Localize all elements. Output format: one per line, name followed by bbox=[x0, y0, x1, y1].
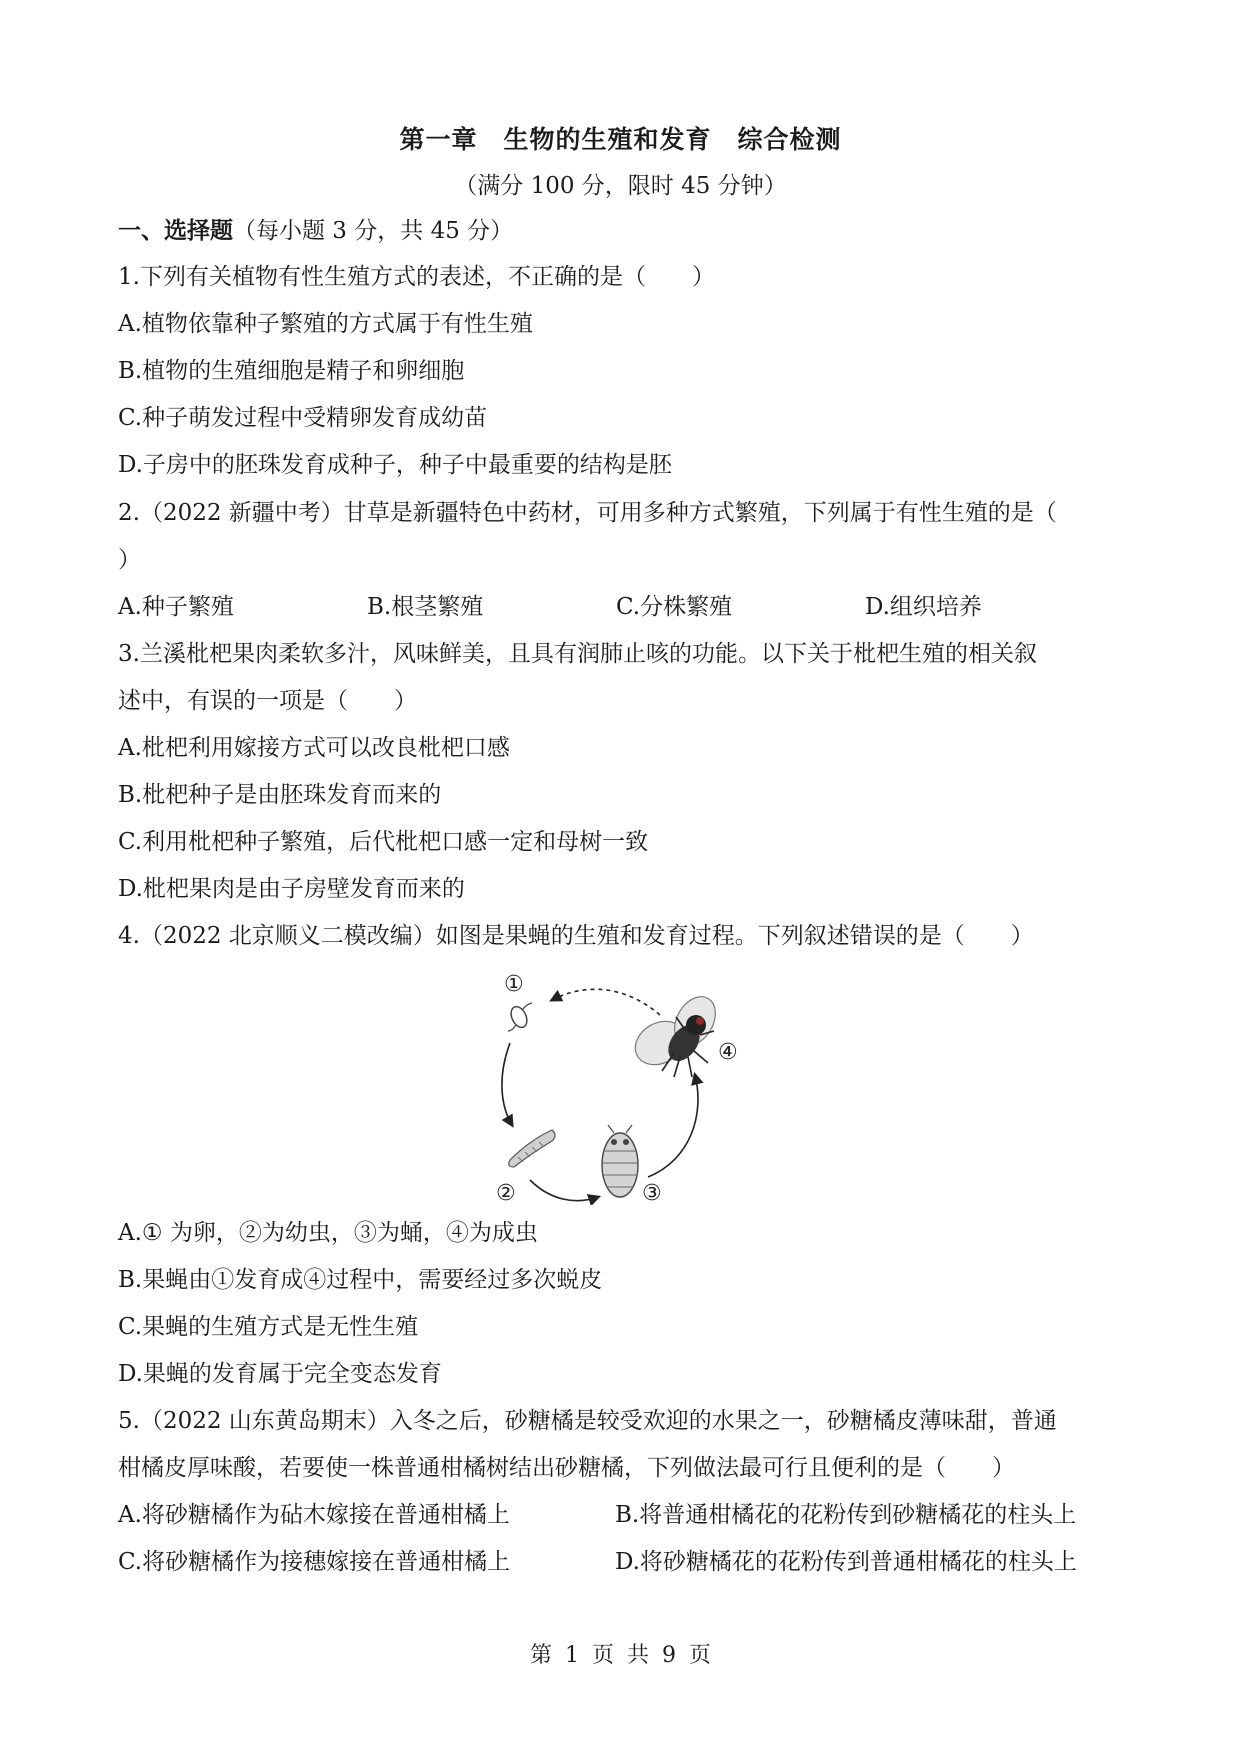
egg-icon bbox=[508, 1003, 532, 1031]
question-2-stem-line-1: 2.（2022 新疆中考）甘草是新疆特色中药材，可用多种方式繁殖，下列属于有性生殖的是（ bbox=[118, 500, 1057, 526]
question-5-option-b: B.将普通柑橘花的花粉传到砂糖橘花的柱头上 bbox=[615, 1502, 1077, 1528]
arrow-pupa-to-adult bbox=[648, 1075, 698, 1177]
arrow-larva-to-pupa bbox=[530, 1180, 598, 1201]
pupa-icon bbox=[602, 1125, 638, 1197]
question-1-option-a: A.植物依靠种子繁殖的方式属于有性生殖 bbox=[118, 311, 533, 337]
question-2-option-a: A.种子繁殖 bbox=[118, 594, 234, 620]
question-4-option-b: B.果蝇由①发育成④过程中，需要经过多次蜕皮 bbox=[118, 1267, 603, 1293]
question-1-option-c: C.种子萌发过程中受精卵发育成幼苗 bbox=[118, 405, 488, 431]
page-title: 第一章 生物的生殖和发育 综合检测 bbox=[399, 125, 842, 154]
question-4-option-c: C.果蝇的生殖方式是无性生殖 bbox=[118, 1314, 419, 1340]
figure-label-2: ② bbox=[496, 1181, 516, 1205]
section-note: （每小题 3 分，共 45 分） bbox=[233, 218, 514, 244]
question-2-stem-line-2: ） bbox=[118, 547, 141, 573]
question-4-stem: 4.（2022 北京顺义二模改编）如图是果蝇的生殖和发育过程。下列叙述错误的是（ ） bbox=[118, 923, 1034, 949]
question-4-option-a: A.① 为卵，②为幼虫，③为蛹，④为成虫 bbox=[118, 1220, 538, 1246]
arrow-adult-to-egg bbox=[552, 989, 660, 1015]
question-5-options-row-1 bbox=[118, 1500, 1128, 1530]
larva-icon bbox=[509, 1130, 555, 1167]
question-4-option-d: D.果蝇的发育属于完全变态发育 bbox=[118, 1361, 442, 1387]
question-5-options-row-2 bbox=[118, 1547, 1128, 1577]
question-3-stem-line-1: 3.兰溪枇杷果肉柔软多汁，风味鲜美，且具有润肺止咳的功能。以下关于枇杷生殖的相关叙 bbox=[118, 641, 1037, 667]
section-label: 一、选择题 bbox=[118, 217, 233, 244]
question-1-option-d: D.子房中的胚珠发育成种子，种子中最重要的结构是胚 bbox=[118, 452, 672, 478]
question-1-stem: 1.下列有关植物有性生殖方式的表述，不正确的是（ ） bbox=[118, 264, 715, 290]
question-2-option-d: D.组织培养 bbox=[865, 594, 982, 620]
fruit-fly-life-cycle-figure bbox=[490, 965, 760, 1205]
question-3-option-b: B.枇杷种子是由胚珠发育而来的 bbox=[118, 782, 442, 808]
question-2-option-c: C.分株繁殖 bbox=[616, 594, 733, 620]
question-2-options bbox=[118, 592, 1118, 622]
figure-label-1: ① bbox=[504, 972, 524, 997]
question-3-stem-line-2: 述中，有误的一项是（ ） bbox=[118, 688, 417, 714]
question-5-option-a: A.将砂糖橘作为砧木嫁接在普通柑橘上 bbox=[118, 1502, 510, 1528]
figure-label-3: ③ bbox=[642, 1181, 662, 1205]
section-heading bbox=[118, 216, 513, 246]
adult-fly-icon bbox=[627, 989, 723, 1077]
question-3-option-c: C.利用枇杷种子繁殖，后代枇杷口感一定和母树一致 bbox=[118, 829, 649, 855]
question-5-option-d: D.将砂糖橘花的花粉传到普通柑橘花的柱头上 bbox=[615, 1549, 1077, 1575]
arrow-egg-to-larva bbox=[502, 1043, 512, 1125]
question-1-option-b: B.植物的生殖细胞是精子和卵细胞 bbox=[118, 358, 465, 384]
question-3-option-a: A.枇杷利用嫁接方式可以改良枇杷口感 bbox=[118, 735, 510, 761]
question-5-option-c: C.将砂糖橘作为接穗嫁接在普通柑橘上 bbox=[118, 1549, 511, 1575]
page-subtitle: （满分 100 分，限时 45 分钟） bbox=[454, 173, 787, 199]
question-3-option-d: D.枇杷果肉是由子房壁发育而来的 bbox=[118, 876, 465, 902]
question-5-stem-line-1: 5.（2022 山东黄岛期末）入冬之后，砂糖橘是较受欢迎的水果之一，砂糖橘皮薄味甜，普通 bbox=[118, 1408, 1057, 1434]
figure-label-4: ④ bbox=[718, 1040, 738, 1065]
page-footer: 第 1 页 共 9 页 bbox=[530, 1643, 711, 1668]
question-2-option-b: B.根茎繁殖 bbox=[367, 594, 484, 620]
question-5-stem-line-2: 柑橘皮厚味酸，若要使一株普通柑橘树结出砂糖橘，下列做法最可行且便利的是（ ） bbox=[118, 1455, 1015, 1481]
